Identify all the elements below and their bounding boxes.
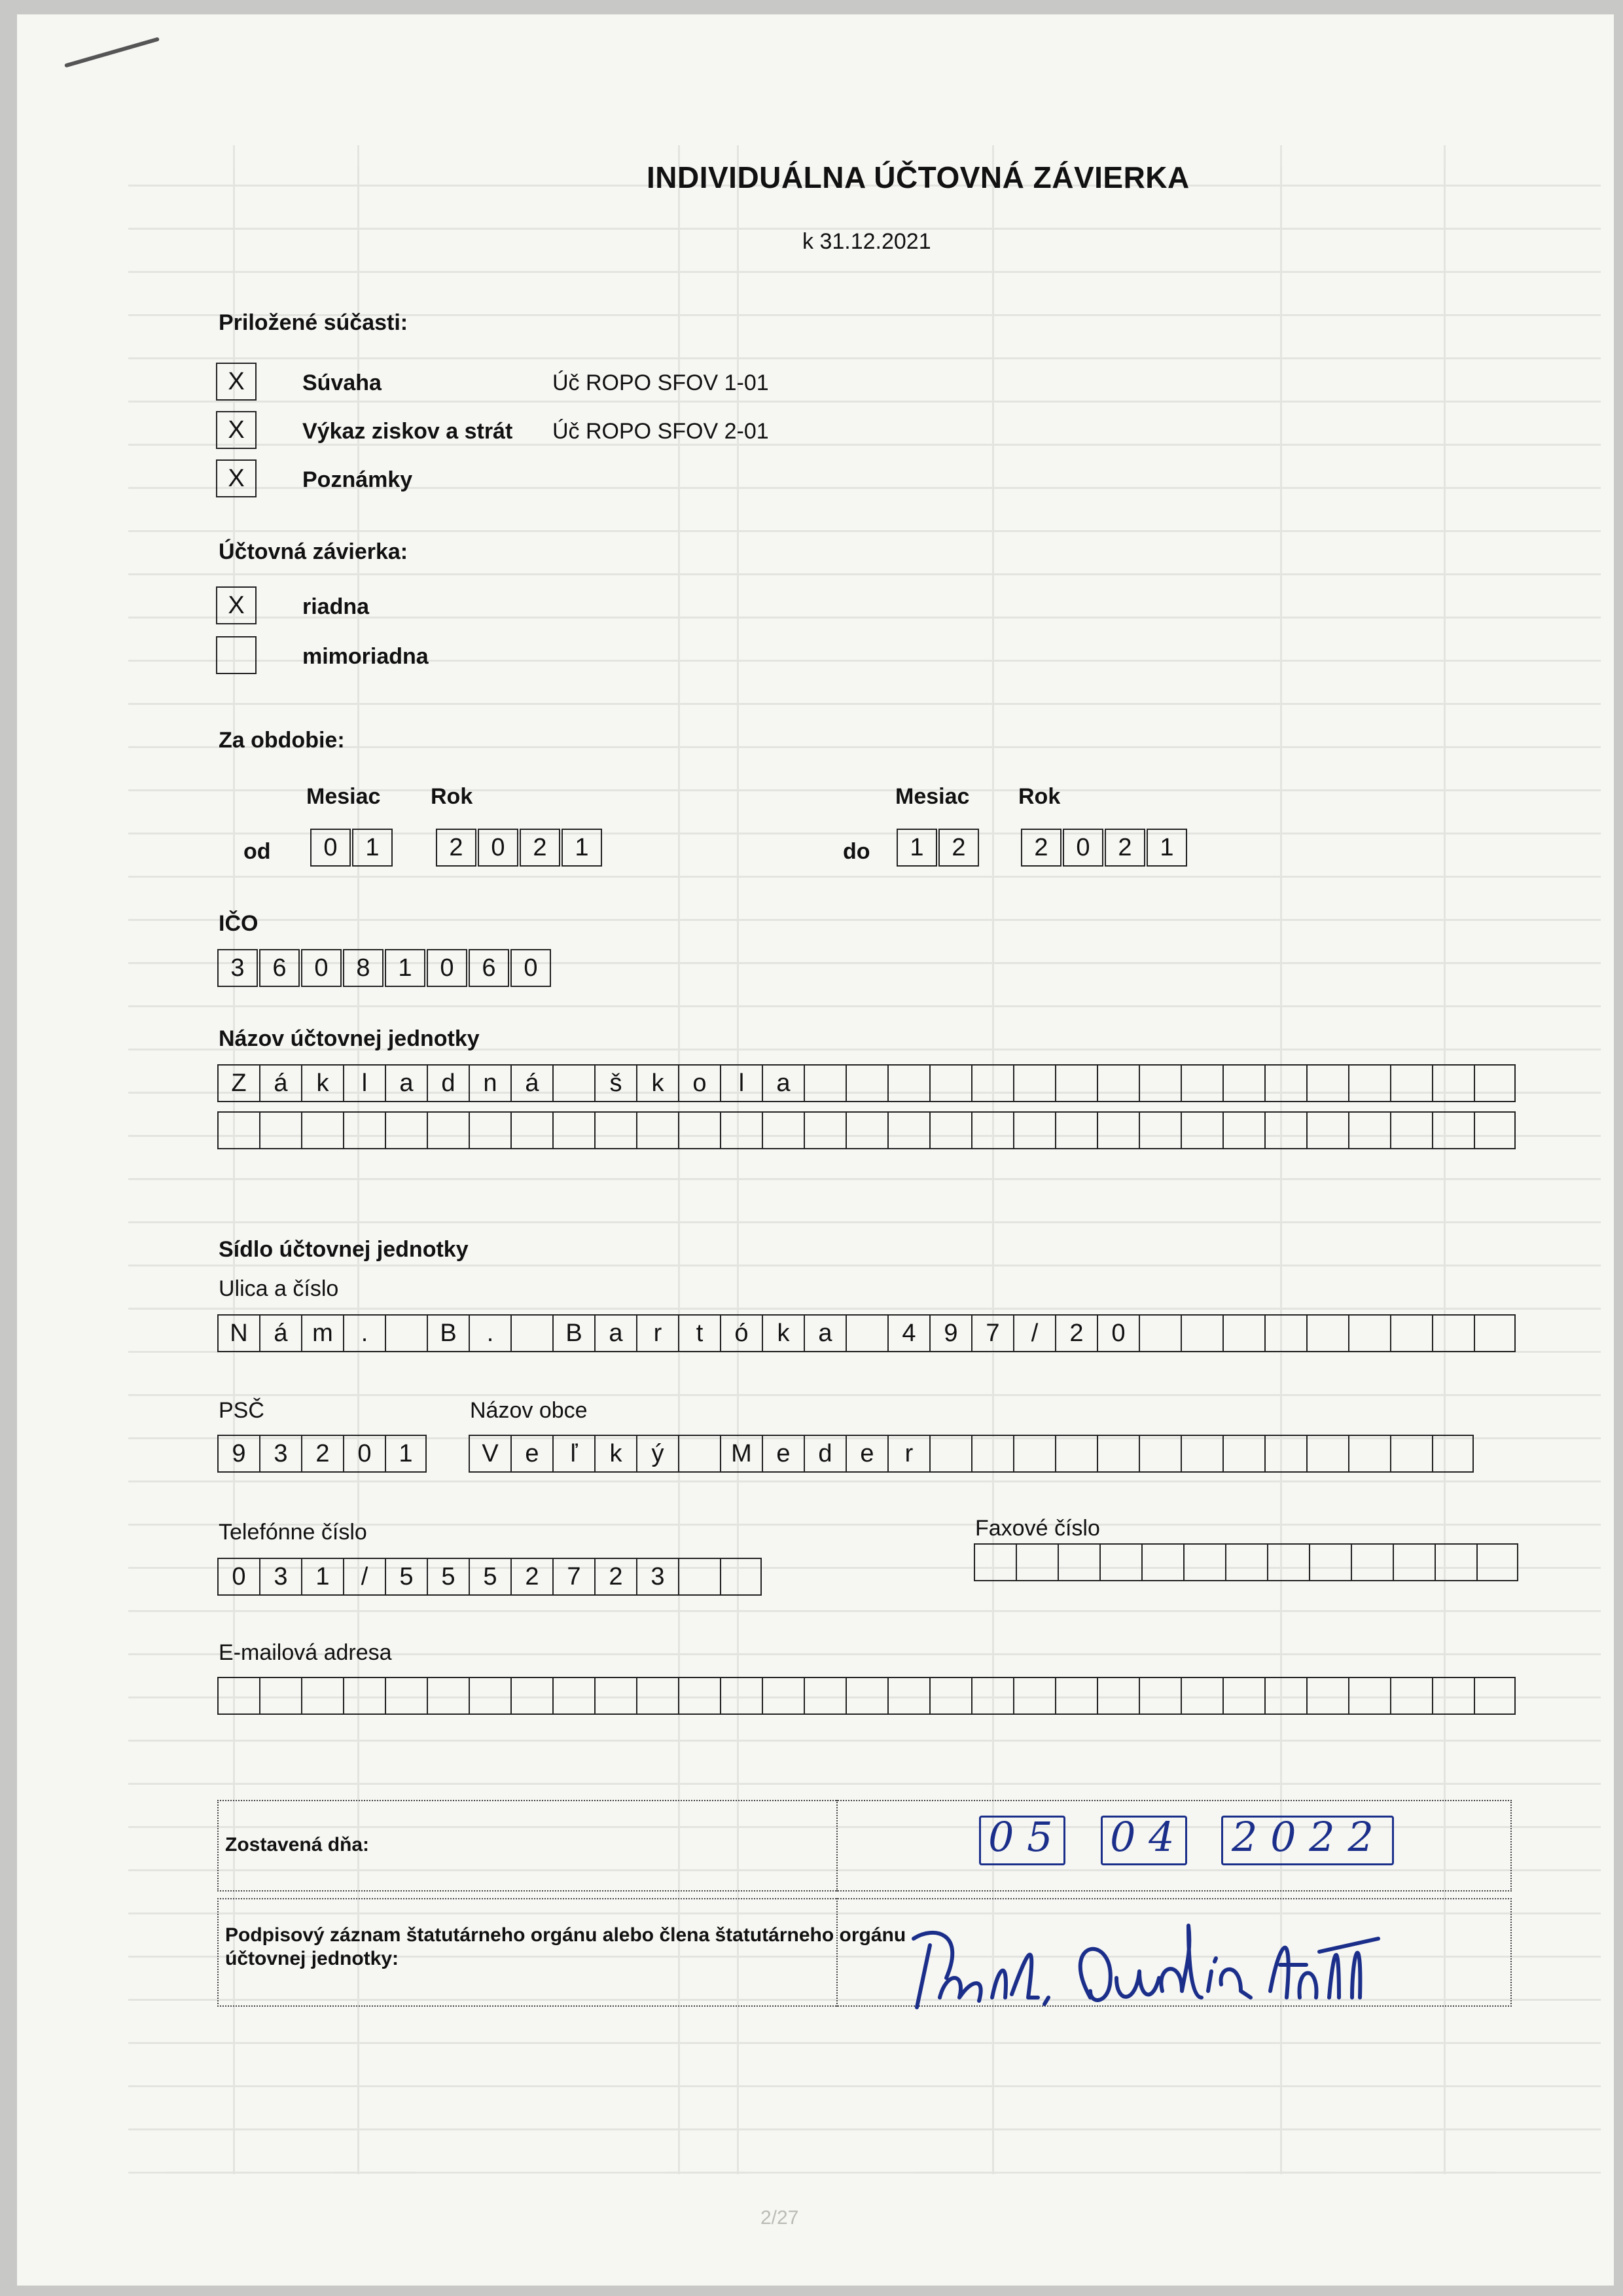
street-char-box[interactable] — [1390, 1314, 1432, 1352]
city-char-box[interactable]: ý — [636, 1435, 678, 1473]
to-year-label: Rok — [1018, 784, 1061, 809]
show-through-line — [128, 876, 1601, 878]
checkbox-mimoriadna[interactable] — [216, 636, 257, 674]
psc-digit-box[interactable]: 9 — [217, 1435, 259, 1473]
show-through-line — [128, 703, 1601, 705]
entity-name-char-box[interactable]: l — [343, 1064, 385, 1102]
show-through-line — [128, 1221, 1601, 1223]
city-char-box[interactable] — [678, 1435, 720, 1473]
email-char-box[interactable] — [1222, 1677, 1264, 1715]
email-char-box[interactable] — [343, 1677, 385, 1715]
signature-label-line1: Podpisový záznam štatutárneho orgánu alebo člena štatutárneho orgánu — [225, 1924, 906, 1946]
email-char-box[interactable] — [552, 1677, 594, 1715]
street-label: Ulica a číslo — [219, 1276, 339, 1301]
phone-char-box[interactable]: 3 — [636, 1558, 678, 1596]
entity-name-char-box[interactable]: a — [385, 1064, 427, 1102]
email-char-box[interactable] — [804, 1677, 846, 1715]
ico-digit-box[interactable]: 0 — [510, 949, 551, 987]
entity-name-char-box[interactable] — [678, 1111, 720, 1149]
entity-name-char-box[interactable] — [887, 1064, 929, 1102]
ico-digit-box[interactable]: 6 — [469, 949, 509, 987]
entity-name-char-box[interactable] — [762, 1111, 804, 1149]
phone-char-box[interactable]: 0 — [217, 1558, 259, 1596]
code-suvaha: Úč ROPO SFOV 1-01 — [552, 370, 769, 395]
checkbox-riadna[interactable]: X — [216, 586, 257, 624]
city-char-box[interactable]: M — [720, 1435, 762, 1473]
entity-name-char-box[interactable] — [1097, 1064, 1139, 1102]
closing-type-heading: Účtovná závierka: — [219, 539, 408, 564]
entity-name-char-box[interactable] — [1222, 1064, 1264, 1102]
street-char-box[interactable]: B — [427, 1314, 469, 1352]
email-char-box[interactable] — [929, 1677, 971, 1715]
ico-label: IČO — [219, 911, 259, 936]
entity-name-char-box[interactable]: š — [594, 1064, 636, 1102]
email-char-box[interactable] — [1264, 1677, 1306, 1715]
city-char-box[interactable] — [1348, 1435, 1390, 1473]
city-char-box[interactable]: e — [510, 1435, 552, 1473]
street-char-box[interactable]: k — [762, 1314, 804, 1352]
entity-name-label: Názov účtovnej jednotky — [219, 1026, 480, 1051]
city-char-box[interactable] — [1432, 1435, 1474, 1473]
phone-char-box[interactable]: 2 — [510, 1558, 552, 1596]
compiled-date-month: 0 4 — [1110, 1813, 1175, 1861]
from-year-field[interactable] — [436, 829, 603, 867]
entity-name-char-box[interactable] — [804, 1111, 846, 1149]
show-through-line — [128, 1740, 1601, 1742]
phone-char-box[interactable]: / — [343, 1558, 385, 1596]
city-char-box[interactable]: V — [469, 1435, 510, 1473]
entity-name-char-box[interactable] — [1181, 1064, 1222, 1102]
entity-name-char-box[interactable] — [1013, 1111, 1055, 1149]
seat-heading: Sídlo účtovnej jednotky — [219, 1237, 469, 1262]
email-char-box[interactable] — [971, 1677, 1013, 1715]
handwritten-signature — [894, 1899, 1391, 2024]
entity-name-char-box[interactable] — [552, 1064, 594, 1102]
street-char-box[interactable] — [385, 1314, 427, 1352]
phone-char-box[interactable]: 2 — [594, 1558, 636, 1596]
street-char-box[interactable]: a — [594, 1314, 636, 1352]
phone-field[interactable] — [217, 1558, 762, 1596]
email-char-box[interactable] — [510, 1677, 552, 1715]
ico-digit-box[interactable]: 3 — [217, 949, 258, 987]
city-char-box[interactable] — [1013, 1435, 1055, 1473]
email-field[interactable] — [217, 1677, 1516, 1715]
fax-char-box[interactable] — [974, 1543, 1016, 1581]
phone-char-box[interactable]: 1 — [301, 1558, 343, 1596]
from-label: od — [243, 839, 271, 864]
city-char-box[interactable] — [1222, 1435, 1264, 1473]
checkbox-suvaha[interactable]: X — [216, 363, 257, 401]
show-through-line — [128, 401, 1601, 403]
entity-name-char-box[interactable] — [1013, 1064, 1055, 1102]
digit-box[interactable]: 2 — [436, 829, 476, 867]
show-through-line — [128, 2085, 1601, 2087]
street-char-box[interactable] — [1181, 1314, 1222, 1352]
email-char-box[interactable] — [217, 1677, 259, 1715]
to-label: do — [843, 839, 870, 864]
show-through-line — [128, 1610, 1601, 1612]
fax-char-box[interactable] — [1016, 1543, 1058, 1581]
entity-name-char-box[interactable] — [846, 1111, 887, 1149]
email-char-box[interactable] — [720, 1677, 762, 1715]
entity-name-char-box[interactable] — [1474, 1111, 1516, 1149]
ico-field[interactable] — [217, 949, 552, 987]
email-char-box[interactable] — [1348, 1677, 1390, 1715]
show-through-line — [128, 2128, 1601, 2130]
email-char-box[interactable] — [846, 1677, 887, 1715]
entity-name-char-box[interactable] — [343, 1111, 385, 1149]
email-char-box[interactable] — [887, 1677, 929, 1715]
reporting-date: k 31.12.2021 — [802, 229, 931, 254]
city-char-box[interactable]: d — [804, 1435, 846, 1473]
email-char-box[interactable] — [1390, 1677, 1432, 1715]
phone-char-box[interactable]: 3 — [259, 1558, 301, 1596]
entity-name-char-box[interactable] — [1306, 1111, 1348, 1149]
email-char-box[interactable] — [1432, 1677, 1474, 1715]
street-field[interactable] — [217, 1314, 1516, 1352]
fax-char-box[interactable] — [1225, 1543, 1267, 1581]
entity-name-char-box[interactable]: á — [510, 1064, 552, 1102]
entity-name-char-box[interactable] — [1348, 1064, 1390, 1102]
entity-name-char-box[interactable] — [846, 1064, 887, 1102]
label-vykaz: Výkaz ziskov a strát — [302, 419, 513, 444]
signature-label-line2: účtovnej jednotky: — [225, 1948, 399, 1969]
entity-name-char-box[interactable] — [552, 1111, 594, 1149]
entity-name-char-box[interactable] — [594, 1111, 636, 1149]
email-char-box[interactable] — [259, 1677, 301, 1715]
entity-name-char-box[interactable] — [929, 1064, 971, 1102]
city-char-box[interactable]: e — [762, 1435, 804, 1473]
entity-name-char-box[interactable]: n — [469, 1064, 510, 1102]
show-through-line — [128, 1308, 1601, 1310]
city-char-box[interactable]: r — [887, 1435, 929, 1473]
psc-digit-box[interactable]: 2 — [301, 1435, 343, 1473]
show-through-line — [128, 1394, 1601, 1396]
city-char-box[interactable] — [1181, 1435, 1222, 1473]
street-char-box[interactable]: ó — [720, 1314, 762, 1352]
entity-name-char-box[interactable] — [971, 1064, 1013, 1102]
digit-box[interactable]: 2 — [938, 829, 979, 867]
city-field[interactable] — [469, 1435, 1474, 1473]
form-sheet — [17, 14, 1614, 2286]
entity-name-char-box[interactable] — [1097, 1111, 1139, 1149]
street-char-box[interactable] — [510, 1314, 552, 1352]
entity-name-char-box[interactable] — [804, 1064, 846, 1102]
entity-name-char-box[interactable] — [469, 1111, 510, 1149]
digit-box[interactable]: 1 — [352, 829, 393, 867]
email-char-box[interactable] — [1139, 1677, 1181, 1715]
code-vykaz: Úč ROPO SFOV 2-01 — [552, 419, 769, 444]
email-char-box[interactable] — [1055, 1677, 1097, 1715]
street-char-box[interactable]: 4 — [887, 1314, 929, 1352]
phone-char-box[interactable]: 5 — [427, 1558, 469, 1596]
staple-mark — [64, 37, 160, 67]
email-char-box[interactable] — [301, 1677, 343, 1715]
entity-name-char-box[interactable] — [1181, 1111, 1222, 1149]
email-char-box[interactable] — [1097, 1677, 1139, 1715]
fax-char-box[interactable] — [1058, 1543, 1099, 1581]
city-char-box[interactable] — [1264, 1435, 1306, 1473]
label-suvaha: Súvaha — [302, 370, 382, 395]
city-label: Názov obce — [470, 1398, 588, 1423]
show-through-line — [128, 919, 1601, 921]
show-through-line — [128, 1178, 1601, 1180]
entity-name-char-box[interactable] — [1348, 1111, 1390, 1149]
entity-name-char-box[interactable] — [636, 1111, 678, 1149]
show-through-line — [128, 1265, 1601, 1266]
from-year-label: Rok — [431, 784, 473, 809]
show-through-line — [128, 271, 1601, 273]
digit-box[interactable]: 0 — [310, 829, 351, 867]
street-char-box[interactable]: 2 — [1055, 1314, 1097, 1352]
components-heading: Priložené súčasti: — [219, 310, 408, 335]
street-char-box[interactable]: N — [217, 1314, 259, 1352]
email-char-box[interactable] — [1306, 1677, 1348, 1715]
show-through-line — [128, 573, 1601, 575]
entity-name-char-box[interactable]: l — [720, 1064, 762, 1102]
entity-name-char-box[interactable] — [217, 1111, 259, 1149]
entity-name-char-box[interactable] — [1055, 1111, 1097, 1149]
entity-name-char-box[interactable] — [1055, 1064, 1097, 1102]
fax-char-box[interactable] — [1309, 1543, 1351, 1581]
phone-label: Telefónne číslo — [219, 1520, 367, 1545]
street-char-box[interactable] — [1474, 1314, 1516, 1352]
entity-name-char-box[interactable] — [1222, 1111, 1264, 1149]
street-char-box[interactable] — [1432, 1314, 1474, 1352]
form-title: INDIVIDUÁLNA ÚČTOVNÁ ZÁVIERKA — [647, 160, 1190, 194]
show-through-line — [128, 2042, 1601, 2044]
fax-field[interactable] — [974, 1543, 1518, 1581]
email-label: E-mailová adresa — [219, 1640, 392, 1665]
city-char-box[interactable]: e — [846, 1435, 887, 1473]
street-char-box[interactable]: á — [259, 1314, 301, 1352]
from-month-field[interactable] — [310, 829, 394, 867]
entity-name-char-box[interactable]: k — [301, 1064, 343, 1102]
street-char-box[interactable]: 7 — [971, 1314, 1013, 1352]
city-char-box[interactable] — [1390, 1435, 1432, 1473]
phone-char-box[interactable] — [720, 1558, 762, 1596]
fax-char-box[interactable] — [1351, 1543, 1393, 1581]
show-through-line — [128, 1480, 1601, 1482]
phone-char-box[interactable]: 5 — [469, 1558, 510, 1596]
street-char-box[interactable]: 9 — [929, 1314, 971, 1352]
period-heading: Za obdobie: — [219, 728, 345, 753]
compiled-date-divider — [836, 1800, 838, 1892]
email-char-box[interactable] — [762, 1677, 804, 1715]
fax-label: Faxové číslo — [975, 1516, 1100, 1541]
entity-name-char-box[interactable] — [301, 1111, 343, 1149]
street-char-box[interactable] — [1264, 1314, 1306, 1352]
psc-digit-box[interactable]: 0 — [343, 1435, 385, 1473]
street-char-box[interactable]: / — [1013, 1314, 1055, 1352]
to-month-label: Mesiac — [895, 784, 970, 809]
show-through-line — [128, 530, 1601, 532]
entity-name-char-box[interactable]: a — [762, 1064, 804, 1102]
ico-digit-box[interactable]: 0 — [427, 949, 467, 987]
street-char-box[interactable]: a — [804, 1314, 846, 1352]
entity-name-char-box[interactable] — [1390, 1064, 1432, 1102]
street-char-box[interactable]: m — [301, 1314, 343, 1352]
city-char-box[interactable] — [1055, 1435, 1097, 1473]
street-char-box[interactable] — [1222, 1314, 1264, 1352]
entity-name-char-box[interactable] — [971, 1111, 1013, 1149]
label-riadna: riadna — [302, 594, 370, 619]
phone-char-box[interactable]: 7 — [552, 1558, 594, 1596]
city-char-box[interactable]: ľ — [552, 1435, 594, 1473]
to-year-field[interactable] — [1021, 829, 1188, 867]
street-char-box[interactable]: . — [343, 1314, 385, 1352]
email-char-box[interactable] — [636, 1677, 678, 1715]
compiled-date-label: Zostavená dňa: — [225, 1834, 370, 1856]
city-char-box[interactable] — [1306, 1435, 1348, 1473]
entity-name-char-box[interactable]: d — [427, 1064, 469, 1102]
fax-char-box[interactable] — [1393, 1543, 1435, 1581]
street-char-box[interactable]: 0 — [1097, 1314, 1139, 1352]
psc-field[interactable] — [217, 1435, 427, 1473]
fax-char-box[interactable] — [1099, 1543, 1141, 1581]
psc-label: PSČ — [219, 1398, 264, 1423]
entity-name-char-box[interactable] — [1432, 1064, 1474, 1102]
street-char-box[interactable] — [1348, 1314, 1390, 1352]
digit-box[interactable]: 2 — [520, 829, 560, 867]
fax-char-box[interactable] — [1435, 1543, 1476, 1581]
digit-box[interactable]: 1 — [1147, 829, 1187, 867]
street-char-box[interactable]: t — [678, 1314, 720, 1352]
checkbox-vykaz[interactable]: X — [216, 411, 257, 449]
entity-name-char-box[interactable] — [887, 1111, 929, 1149]
signature-divider — [836, 1898, 838, 2007]
entity-name-char-box[interactable]: á — [259, 1064, 301, 1102]
entity-name-char-box[interactable] — [427, 1111, 469, 1149]
ico-digit-box[interactable]: 0 — [301, 949, 342, 987]
city-char-box[interactable] — [971, 1435, 1013, 1473]
entity-name-char-box[interactable] — [1390, 1111, 1432, 1149]
show-through-page-number: 2/27 — [760, 2207, 799, 2229]
fax-char-box[interactable] — [1267, 1543, 1309, 1581]
city-char-box[interactable] — [1139, 1435, 1181, 1473]
psc-digit-box[interactable]: 3 — [259, 1435, 301, 1473]
entity-name-char-box[interactable] — [510, 1111, 552, 1149]
checkbox-poznamky[interactable]: X — [216, 459, 257, 497]
compiled-date-year: 2 0 2 2 — [1232, 1813, 1374, 1861]
digit-box[interactable]: 2 — [1021, 829, 1061, 867]
entity-name-char-box[interactable]: o — [678, 1064, 720, 1102]
entity-name-char-box[interactable] — [1306, 1064, 1348, 1102]
ico-digit-box[interactable]: 8 — [343, 949, 383, 987]
city-char-box[interactable] — [929, 1435, 971, 1473]
show-through-line — [128, 746, 1601, 748]
to-month-field[interactable] — [897, 829, 980, 867]
email-char-box[interactable] — [1013, 1677, 1055, 1715]
entity-name-row2[interactable] — [217, 1111, 1516, 1149]
street-char-box[interactable] — [1306, 1314, 1348, 1352]
from-month-label: Mesiac — [306, 784, 381, 809]
entity-name-char-box[interactable]: Z — [217, 1064, 259, 1102]
compiled-date-day: 0 5 — [988, 1813, 1053, 1861]
street-char-box[interactable]: . — [469, 1314, 510, 1352]
entity-name-char-box[interactable]: k — [636, 1064, 678, 1102]
entity-name-char-box[interactable] — [385, 1111, 427, 1149]
psc-digit-box[interactable]: 1 — [385, 1435, 427, 1473]
digit-box[interactable]: 1 — [897, 829, 937, 867]
entity-name-char-box[interactable] — [1264, 1111, 1306, 1149]
entity-name-char-box[interactable] — [1474, 1064, 1516, 1102]
city-char-box[interactable]: k — [594, 1435, 636, 1473]
entity-name-char-box[interactable] — [1264, 1064, 1306, 1102]
phone-char-box[interactable] — [678, 1558, 720, 1596]
email-char-box[interactable] — [1474, 1677, 1516, 1715]
email-char-box[interactable] — [678, 1677, 720, 1715]
email-char-box[interactable] — [385, 1677, 427, 1715]
show-through-line — [128, 357, 1601, 359]
label-poznamky: Poznámky — [302, 467, 413, 492]
fax-char-box[interactable] — [1476, 1543, 1518, 1581]
entity-name-char-box[interactable] — [1432, 1111, 1474, 1149]
email-char-box[interactable] — [594, 1677, 636, 1715]
label-mimoriadna: mimoriadna — [302, 644, 429, 669]
email-char-box[interactable] — [427, 1677, 469, 1715]
entity-name-char-box[interactable] — [259, 1111, 301, 1149]
street-char-box[interactable] — [1139, 1314, 1181, 1352]
entity-name-char-box[interactable] — [1139, 1064, 1181, 1102]
email-char-box[interactable] — [1181, 1677, 1222, 1715]
digit-box[interactable]: 1 — [562, 829, 602, 867]
fax-char-box[interactable] — [1183, 1543, 1225, 1581]
digit-box[interactable]: 0 — [478, 829, 518, 867]
digit-box[interactable]: 2 — [1105, 829, 1145, 867]
street-char-box[interactable] — [846, 1314, 887, 1352]
ico-digit-box[interactable]: 6 — [259, 949, 300, 987]
show-through-line — [128, 1783, 1601, 1785]
entity-name-row1[interactable] — [217, 1064, 1516, 1102]
entity-name-char-box[interactable] — [929, 1111, 971, 1149]
city-char-box[interactable] — [1097, 1435, 1139, 1473]
street-char-box[interactable]: r — [636, 1314, 678, 1352]
entity-name-char-box[interactable] — [1139, 1111, 1181, 1149]
phone-char-box[interactable]: 5 — [385, 1558, 427, 1596]
show-through-line — [128, 1005, 1601, 1007]
street-char-box[interactable]: B — [552, 1314, 594, 1352]
email-char-box[interactable] — [469, 1677, 510, 1715]
digit-box[interactable]: 0 — [1063, 829, 1103, 867]
show-through-line — [128, 2172, 1601, 2174]
entity-name-char-box[interactable] — [720, 1111, 762, 1149]
fax-char-box[interactable] — [1141, 1543, 1183, 1581]
ico-digit-box[interactable]: 1 — [385, 949, 425, 987]
